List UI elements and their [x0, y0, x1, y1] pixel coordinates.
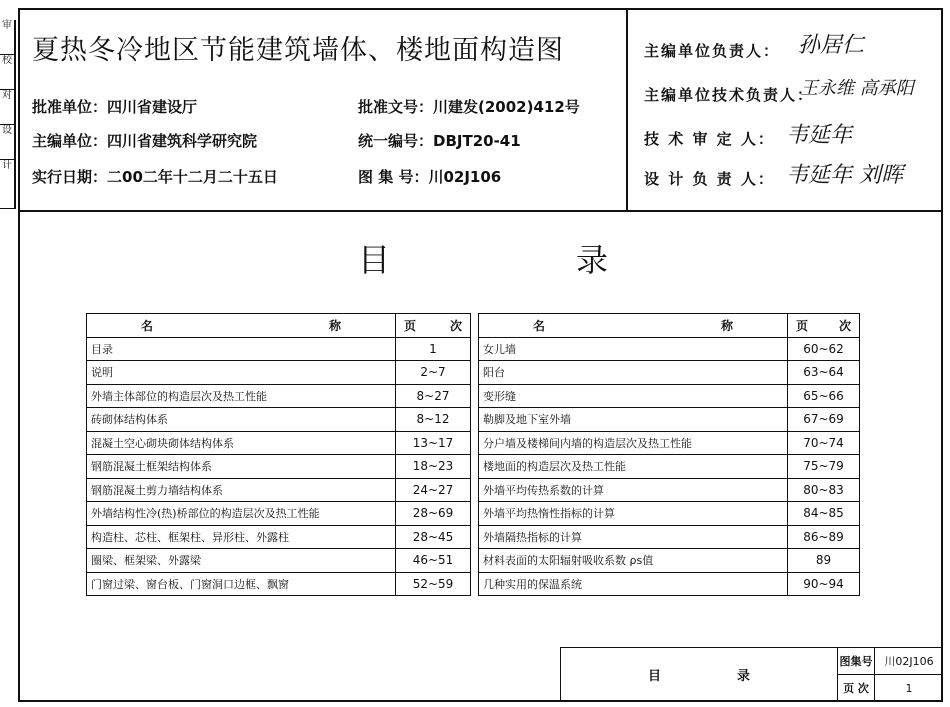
- atlas-number: 图 集 号：川02J106: [358, 168, 502, 186]
- toc-row: [479, 572, 860, 596]
- toc-item-pages: 80~83: [788, 478, 860, 502]
- toc-item-pages: 8~12: [396, 408, 471, 432]
- toc-item-pages: 1: [396, 337, 471, 361]
- toc-item-pages: 89: [788, 549, 860, 573]
- toc-item-pages: 28~69: [396, 502, 471, 526]
- title-block: [560, 647, 942, 701]
- toc-item-name: 外墙平均热惰性指标的计算: [479, 502, 788, 526]
- strip-cell: 对: [0, 90, 16, 125]
- toc-row: [87, 455, 471, 479]
- toc-item-name: 分户墙及楼梯间内墙的构造层次及热工性能: [479, 431, 788, 455]
- page-column-header: 页 次: [396, 314, 471, 338]
- toc-item-name: 混凝土空心砌块砌体结构体系: [87, 431, 396, 455]
- toc-item-pages: 86~89: [788, 525, 860, 549]
- toc-item-name: 外墙平均传热系数的计算: [479, 478, 788, 502]
- toc-row: [87, 384, 471, 408]
- toc-row: [87, 478, 471, 502]
- toc-item-pages: 67~69: [788, 408, 860, 432]
- toc-row: [479, 408, 860, 432]
- toc-row: [87, 502, 471, 526]
- toc-item-name: 钢筋混凝土剪力墙结构体系: [87, 478, 396, 502]
- signature: 王永维 高承阳: [800, 78, 914, 99]
- heading-char: 录: [575, 241, 608, 279]
- toc-item-name: 圈梁、框架梁、外露梁: [87, 549, 396, 573]
- toc-row: [479, 478, 860, 502]
- toc-item-pages: 52~59: [396, 572, 471, 596]
- toc-item-pages: 84~85: [788, 502, 860, 526]
- toc-item-name: 阳台: [479, 361, 788, 385]
- toc-item-name: 外墙主体部位的构造层次及热工性能: [87, 384, 396, 408]
- toc-item-pages: 24~27: [396, 478, 471, 502]
- toc-item-name: 说明: [87, 361, 396, 385]
- signature: 孙居仁: [798, 33, 865, 58]
- signature: 韦延年: [786, 123, 853, 148]
- atlas-value: 川02J106: [884, 655, 934, 668]
- toc-item-pages: 70~74: [788, 431, 860, 455]
- header-divider: [20, 210, 941, 212]
- toc-row: [479, 337, 860, 361]
- toc-row: [87, 525, 471, 549]
- toc-item-pages: 46~51: [396, 549, 471, 573]
- toc-item-pages: 2~7: [396, 361, 471, 385]
- page-heading: [358, 235, 608, 281]
- resp-label: 主编单位负责人：: [644, 42, 781, 60]
- toc-item-pages: 18~23: [396, 455, 471, 479]
- strip-cell: 审: [0, 20, 16, 55]
- toc-row: [87, 549, 471, 573]
- page-column-header: 页 次: [788, 314, 860, 338]
- page-row: [838, 675, 943, 701]
- toc-item-name: 构造柱、芯柱、框架柱、异形柱、外露柱: [87, 525, 396, 549]
- toc-row: [87, 572, 471, 596]
- toc-item-pages: 63~64: [788, 361, 860, 385]
- strip-cell: 计: [0, 160, 16, 209]
- header-info: [20, 10, 624, 210]
- toc-item-pages: 28~45: [396, 525, 471, 549]
- signature: 韦延年 刘晖: [786, 163, 903, 188]
- atlas-label: 图集号: [838, 648, 875, 674]
- toc-row: [479, 361, 860, 385]
- document-title: 夏热冬冷地区节能建筑墙体、楼地面构造图: [32, 35, 564, 66]
- toc-item-pages: 8~27: [396, 384, 471, 408]
- strip-cell: 设: [0, 125, 16, 160]
- title-block-grid: [837, 648, 943, 701]
- page-value: 1: [905, 681, 913, 695]
- toc-item-name: 女儿墙: [479, 337, 788, 361]
- toc-row: [87, 408, 471, 432]
- toc-item-name: 目录: [87, 337, 396, 361]
- heading-char: 目: [358, 241, 391, 279]
- toc-header-row: [87, 314, 471, 338]
- strip-cell: 校: [0, 55, 16, 90]
- toc-item-name: 楼地面的构造层次及热工性能: [479, 455, 788, 479]
- name-column-header: 名 称: [87, 314, 396, 338]
- left-margin-strip: [0, 0, 18, 707]
- toc-row: [479, 455, 860, 479]
- atlas-row: [838, 648, 943, 675]
- toc-row: [87, 431, 471, 455]
- resp-label: 主编单位技术负责人：: [644, 86, 815, 104]
- toc-table-left: [86, 313, 471, 596]
- approval-unit: 批准单位：四川省建设厅: [32, 98, 198, 116]
- resp-label: 设 计 负 责 人：: [644, 170, 775, 188]
- toc-item-name: 材料表面的太阳辐射吸收系数 ρs值: [479, 549, 788, 573]
- toc-item-name: 变形缝: [479, 384, 788, 408]
- page-label: 页 次: [838, 675, 875, 701]
- resp-label: 技 术 审 定 人：: [644, 130, 775, 148]
- unified-number: 统一编号：DBJT20-41: [358, 132, 521, 150]
- toc-row: [479, 549, 860, 573]
- toc-table-right: [478, 313, 860, 596]
- toc-item-name: 外墙隔热指标的计算: [479, 525, 788, 549]
- toc-item-pages: 75~79: [788, 455, 860, 479]
- toc-row: [87, 361, 471, 385]
- toc-item-pages: 60~62: [788, 337, 860, 361]
- toc-item-name: 砖砌体结构体系: [87, 408, 396, 432]
- responsibles-panel: [626, 10, 943, 210]
- toc-item-name: 勒脚及地下室外墙: [479, 408, 788, 432]
- effective-date: 实行日期：二00二年十二月二十五日: [32, 168, 278, 186]
- toc-row: [87, 337, 471, 361]
- editor-unit: 主编单位：四川省建筑科学研究院: [32, 132, 258, 150]
- toc-header-row: [479, 314, 860, 338]
- toc-row: [479, 384, 860, 408]
- toc-item-pages: 65~66: [788, 384, 860, 408]
- toc-item-name: 门窗过梁、窗台板、门窗洞口边框、飘窗: [87, 572, 396, 596]
- toc-item-name: 外墙结构性冷(热)桥部位的构造层次及热工性能: [87, 502, 396, 526]
- approval-doc: 批准文号：川建发(2002)412号: [358, 98, 580, 116]
- toc-item-pages: 13~17: [396, 431, 471, 455]
- toc-item-name: 钢筋混凝土框架结构体系: [87, 455, 396, 479]
- toc-item-name: 几种实用的保温系统: [479, 572, 788, 596]
- title-block-name: 目 录: [647, 669, 751, 684]
- toc-row: [479, 431, 860, 455]
- toc-row: [479, 525, 860, 549]
- name-column-header: 名 称: [479, 314, 788, 338]
- toc-row: [479, 502, 860, 526]
- toc-item-pages: 90~94: [788, 572, 860, 596]
